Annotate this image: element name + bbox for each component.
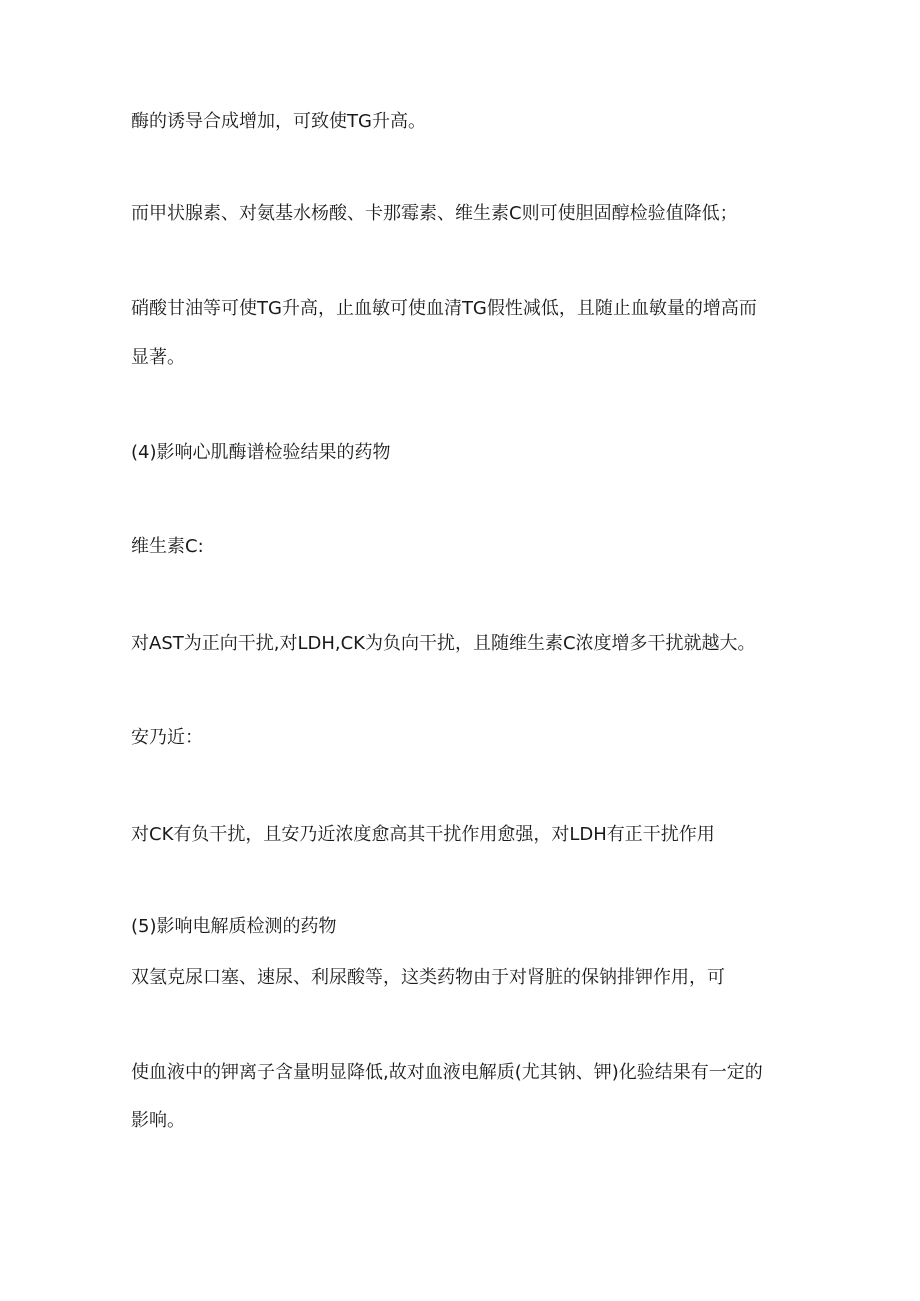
text-line: 酶的诱导合成增加，可致使TG升高。	[131, 111, 426, 132]
text-line: 影响。	[131, 1110, 185, 1131]
text-line: 维生素C:	[131, 536, 204, 557]
section-heading: (4)影响心肌酶谱检验结果的药物	[131, 442, 391, 463]
section-heading: (5)影响电解质检测的药物	[131, 916, 337, 937]
text-line: 显著。	[131, 347, 185, 368]
text-line: 安乃近：	[131, 727, 203, 748]
text-line: 而甲状腺素、对氨基水杨酸、卡那霉素、维生素C则可使胆固醇检验值降低；	[131, 203, 738, 224]
text-line: 使血液中的钾离子含量明显降低,故对血液电解质(尤其钠、钾)化验结果有一定的	[131, 1062, 763, 1083]
text-line: 双氢克尿口塞、速尿、利尿酸等，这类药物由于对肾脏的保钠排钾作用，可	[131, 967, 725, 988]
text-line: 对AST为正向干扰,对LDH,CK为负向干扰，且随维生素C浓度增多干扰就越大。	[131, 633, 756, 654]
text-line: 硝酸甘油等可使TG升高，止血敏可使血清TG假性减低，且随止血敏量的增高而	[131, 298, 757, 319]
text-line: 对CK有负干扰，且安乃近浓度愈高其干扰作用愈强，对LDH有正干扰作用	[131, 824, 715, 845]
